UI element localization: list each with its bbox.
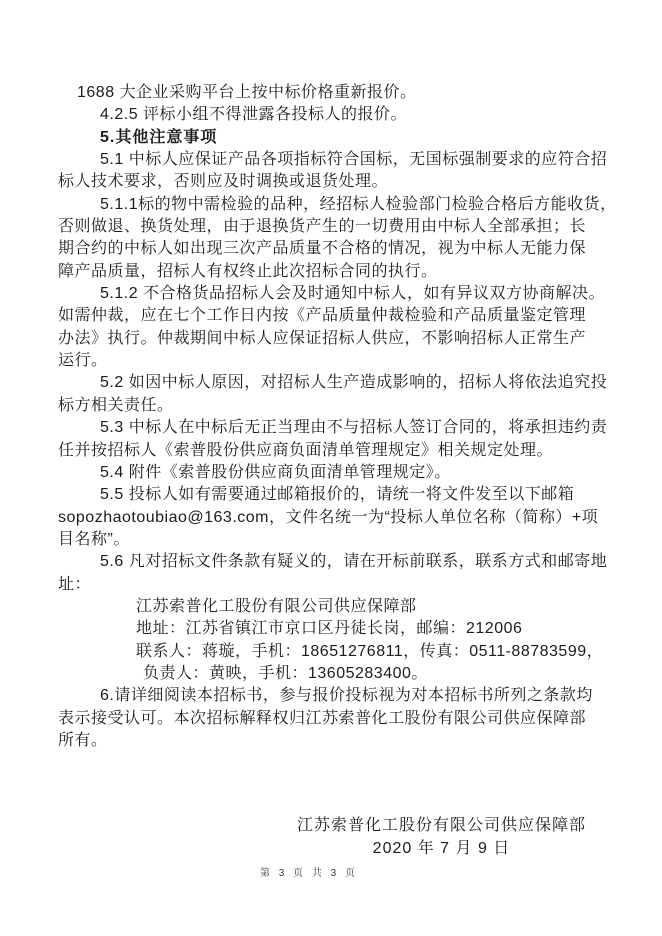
- signature-block: [58, 814, 586, 860]
- text-line: 6.请详细阅读本招标书，参与报价投标视为对本招标书所列之条款均: [100, 687, 593, 705]
- text-line: 江苏索普化工股份有限公司供应保障部: [136, 597, 417, 615]
- text-line: 5.3 中标人在中标后无正当理由不与招标人签订合同的，将承担违约责: [100, 419, 608, 437]
- text-line: 5.1.1标的物中需检验的品种，经招标人检验部门检验合格后方能收货，: [100, 195, 617, 213]
- text-line: 运行。: [58, 352, 108, 370]
- text-line: 4.2.5 评标小组不得泄露各投标人的报价。: [100, 106, 408, 124]
- signature-inner: [297, 814, 586, 860]
- text-line: 负责人：黄映，手机：13605283400。: [143, 664, 428, 682]
- text-line: 5.2 如因中标人原因，对招标人生产造成影响的，招标人将依法追究投: [100, 374, 608, 392]
- text-line: 任并按招标人《索普股份供应商负面清单管理规定》相关规定处理。: [58, 441, 554, 459]
- text-line: 障产品质量，招标人有权终止此次招标合同的执行。: [58, 262, 438, 280]
- text-line: 标人技术要求，否则应及时调换或退货处理。: [58, 173, 389, 191]
- page-number-footer: 第 3 页 共 3 页: [259, 868, 358, 879]
- text-line: sopozhaotoubiao@163.com，文件名统一为“投标人单位名称（简称）+项: [58, 508, 599, 526]
- signature-company: 江苏索普化工股份有限公司供应保障部: [296, 817, 586, 834]
- text-line: 期合约的中标人如出现三次产品质量不合格的情况，视为中标人无能力保: [58, 240, 587, 258]
- text-line: 5.6 凡对招标文件条款有疑义的，请在开标前联系，联系方式和邮寄地: [100, 553, 608, 571]
- text-line: 目名称”。: [58, 530, 130, 548]
- text-line: 5.4 附件《索普股份供应商负面清单管理规定》。: [100, 463, 451, 481]
- text-line: 所有。: [58, 731, 108, 749]
- text-line: 联系人：蒋璇，手机：18651276811，传真：0511-88783599，: [136, 642, 604, 660]
- text-line: 5.1.2 不合格货品招标人会及时通知中标人，如有异议双方协商解决。: [100, 285, 606, 303]
- signature-date: 2020 年 7 月 9 日: [372, 840, 511, 857]
- text-line: 办法》执行。仲裁期间中标人应保证招标人供应，不影响招标人正常生产: [58, 329, 587, 347]
- text-line: 地址：江苏省镇江市京口区丹徒长岗，邮编：212006: [136, 620, 523, 638]
- text-line: 5.1 中标人应保证产品各项指标符合国标，无国标强制要求的应符合招: [100, 151, 608, 169]
- text-line: 否则做退、换货处理，由于退换货产生的一切费用由中标人全部承担；长: [58, 218, 587, 236]
- text-line: 标方相关责任。: [58, 396, 174, 414]
- text-line: 5.5 投标人如有需要通过邮箱报价的，请统一将文件发至以下邮箱: [100, 486, 575, 504]
- document-body: [58, 82, 618, 752]
- text-line: 1688 大企业采购平台上按中标价格重新报价。: [77, 84, 417, 101]
- text-line: 表示接受认可。本次招标解释权归江苏索普化工股份有限公司供应保障部: [58, 709, 587, 727]
- text-line: 址：: [58, 575, 92, 593]
- text-line: 如需仲裁，应在七个工作日内按《产品质量仲裁检验和产品质量鉴定管理: [58, 307, 587, 325]
- text-line: 5.其他注意事项: [100, 128, 218, 146]
